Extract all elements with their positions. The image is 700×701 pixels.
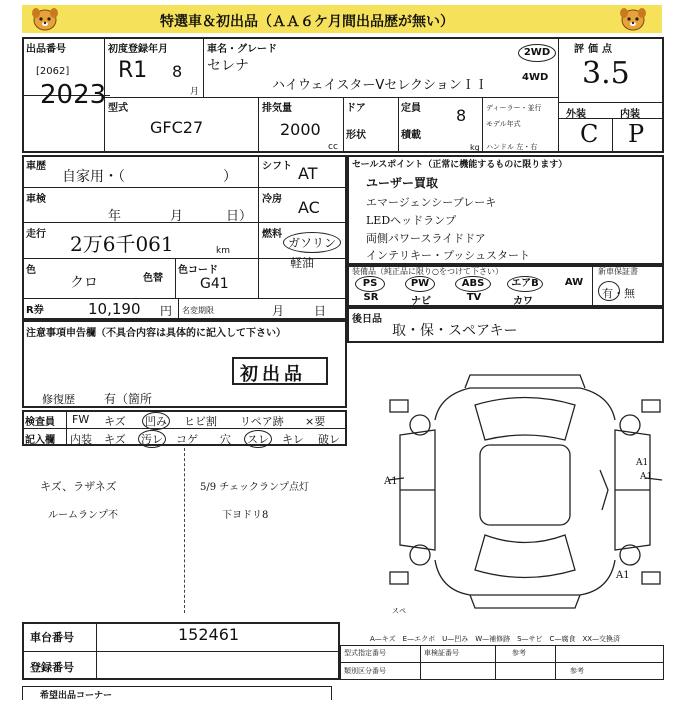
selling-item-4: 両側パワースライドドア	[366, 232, 486, 245]
insp-interior: 内装	[70, 433, 92, 446]
category-value: 自家用・（ ）	[62, 169, 237, 185]
interior-value: P	[628, 120, 645, 148]
color-value: クロ	[70, 275, 98, 291]
rear-items: 取・保・スペアキー	[392, 323, 518, 339]
lot-label: 出品番号	[26, 44, 66, 55]
equip-aw: AW	[564, 277, 584, 288]
spare-mark: スペ	[392, 607, 406, 615]
reg-month: 8	[172, 62, 183, 81]
warranty-selected-mark	[598, 281, 620, 301]
repair-value: 有（箇所	[104, 392, 153, 406]
score-value: 3.5	[582, 56, 630, 91]
banner-title: 特選車＆初出品（ＡＡ６ケ月間出品歴が無い）	[160, 14, 454, 30]
drive-2wd: 2WD	[518, 44, 556, 62]
ref-cell-5: 参考	[570, 667, 584, 675]
inspector-label-2: 記入欄	[25, 435, 55, 446]
inspection-month: 月	[170, 209, 184, 224]
note-c: 5/9 チェックランプ点灯	[200, 482, 309, 493]
insp-dent: 凹み	[142, 412, 170, 430]
capacity-value: 8	[456, 106, 467, 125]
lot-code: [2062]	[36, 66, 70, 77]
inspection-year: 年	[108, 209, 122, 224]
plate-label: 登録番号	[30, 661, 74, 674]
ref-cell-4: 参考	[512, 649, 526, 657]
note-a: キズ、ラザネズ	[40, 480, 117, 493]
reg-label: 初度登録年月	[108, 44, 168, 55]
insp-fw: FW	[72, 413, 90, 426]
insp-i-cut: キレ	[282, 433, 304, 446]
notes-label: 注意事項申告欄（不具合内容は具体的に記入して下さい）	[26, 328, 286, 339]
displacement-unit: cc	[328, 142, 338, 152]
shift-value: AT	[298, 164, 318, 183]
shape-label: 形状	[346, 130, 366, 141]
expiry-month: 月	[272, 304, 285, 318]
ac-value: AC	[298, 198, 320, 217]
frame-label: 車台番号	[30, 631, 74, 644]
equip-tv: TV	[466, 292, 482, 303]
car-damage-diagram	[380, 360, 670, 620]
category-label: 車歴	[26, 161, 46, 172]
color-label: 色	[26, 265, 36, 276]
exterior-value: C	[580, 120, 599, 148]
insp-scratch: キズ	[104, 415, 126, 428]
interior-label: 内装	[620, 109, 640, 120]
warranty-options: 有・無	[602, 287, 635, 300]
ac-label: 冷房	[262, 194, 282, 205]
ref-cell-2: 類別区分番号	[344, 667, 386, 675]
first-listing-stamp-text: 初出品	[240, 364, 306, 385]
capacity-label: 定員	[401, 103, 421, 114]
color-code-value: G41	[200, 276, 229, 292]
selling-item-1: ユーザー買取	[366, 176, 439, 190]
selling-item-3: LEDヘッドランプ	[366, 214, 457, 227]
insp-repair: リペア跡	[240, 415, 284, 428]
lot-year: 2023	[40, 80, 107, 110]
fuel-diesel: 軽油	[290, 256, 315, 270]
car-name: セレナ	[207, 58, 249, 74]
color-code-label: 色コード	[178, 265, 218, 276]
swatch-label: 色替	[143, 273, 163, 284]
score-label: 評価点	[574, 44, 616, 55]
diagram-mark-right-1: A1	[636, 458, 649, 468]
insp-i-wear: スレ	[244, 430, 272, 448]
fuel-gasoline: ガソリン	[283, 232, 341, 253]
equipment-label: 装備品（純正品に限り○をつけて下さい）	[352, 267, 503, 276]
inspection-day: 日）	[226, 209, 253, 224]
recycle-value: 10,190	[88, 300, 141, 318]
equip-sr: SR	[363, 292, 379, 303]
recycle-unit: 円	[160, 304, 173, 318]
drive-4wd: 4WD	[522, 72, 549, 83]
equip-airbag: エアB	[507, 276, 543, 292]
selling-item-5: インテリキー・プッシュスタート	[366, 249, 531, 262]
displacement-value: 2000	[280, 120, 321, 139]
insp-i-hole: 穴	[220, 433, 231, 446]
insp-i-burn: コゲ	[176, 433, 198, 446]
repair-label: 修復歴	[42, 393, 75, 406]
expiry-label: 名変期限	[182, 306, 214, 315]
mileage-value: 2万6千061	[70, 232, 174, 256]
frame-value: 152461	[178, 625, 240, 644]
shift-label: シフト	[262, 161, 292, 172]
insp-i-scratch: キズ	[104, 433, 126, 446]
model-value: GFC27	[150, 118, 204, 137]
diagram-mark-left: A1	[384, 476, 398, 487]
equip-leather: カワ	[513, 296, 533, 307]
car-grade: ハイウェイスターVセレクションＩＩ	[272, 78, 488, 93]
insp-i-tear: 破レ	[318, 433, 340, 446]
diagram-mark-right-2: A1	[640, 472, 653, 482]
dealer-handle: ハンドル 左・右	[486, 143, 538, 151]
fuel-label: 燃料	[262, 229, 282, 240]
load-unit: kg	[470, 143, 480, 152]
equip-ps: PS	[355, 276, 385, 292]
load-label: 積載	[401, 130, 421, 141]
dealer-label: ディーラー・並行	[486, 104, 542, 112]
expiry-day: 日	[314, 304, 327, 318]
insp-need: ×要	[305, 415, 326, 428]
equip-pw: PW	[405, 276, 435, 292]
rear-label: 後日品	[352, 314, 382, 325]
note-d: 下ヨドリ8	[222, 510, 269, 521]
inspection-label: 車検	[26, 194, 46, 205]
reg-month-unit: 月	[190, 87, 200, 97]
reg-era: R1	[118, 58, 148, 83]
insp-i-dirt: 汚レ	[138, 430, 166, 448]
mileage-unit: km	[216, 246, 230, 256]
recycle-label: R券	[26, 305, 44, 316]
dealer-model-year: モデル年式	[486, 120, 521, 128]
note-b: ルームランプ不	[48, 510, 118, 521]
inspector-label-1: 検査員	[25, 417, 55, 428]
displacement-label: 排気量	[262, 103, 292, 114]
model-label: 型式	[108, 103, 128, 114]
selling-label: セールスポイント（正常に機能するものに限ります）	[352, 160, 568, 170]
corner-label: 希望出品コーナー	[40, 691, 113, 701]
doors-label: ドア	[346, 103, 366, 114]
dog-icon-right	[618, 6, 648, 36]
diagram-mark-bottom: A1	[616, 570, 630, 581]
ref-cell-1: 型式指定番号	[344, 649, 386, 657]
equip-abs: ABS	[455, 276, 491, 292]
mileage-label: 走行	[26, 229, 46, 240]
dog-icon-left	[30, 6, 60, 36]
equip-navi: ナビ	[411, 296, 431, 307]
car-label: 車名・グレード	[207, 44, 277, 55]
damage-legend: A—キズ E—エクボ U—凹み W—補修跡 S—サビ C—腐食 XX—交換済	[370, 635, 621, 643]
insp-crack: ヒビ割	[184, 415, 217, 428]
exterior-label: 外装	[566, 109, 586, 120]
warranty-label: 新車保証書	[598, 267, 638, 276]
ref-cell-3: 車検証番号	[424, 649, 459, 657]
selling-item-2: エマージェンシーブレーキ	[366, 196, 497, 209]
